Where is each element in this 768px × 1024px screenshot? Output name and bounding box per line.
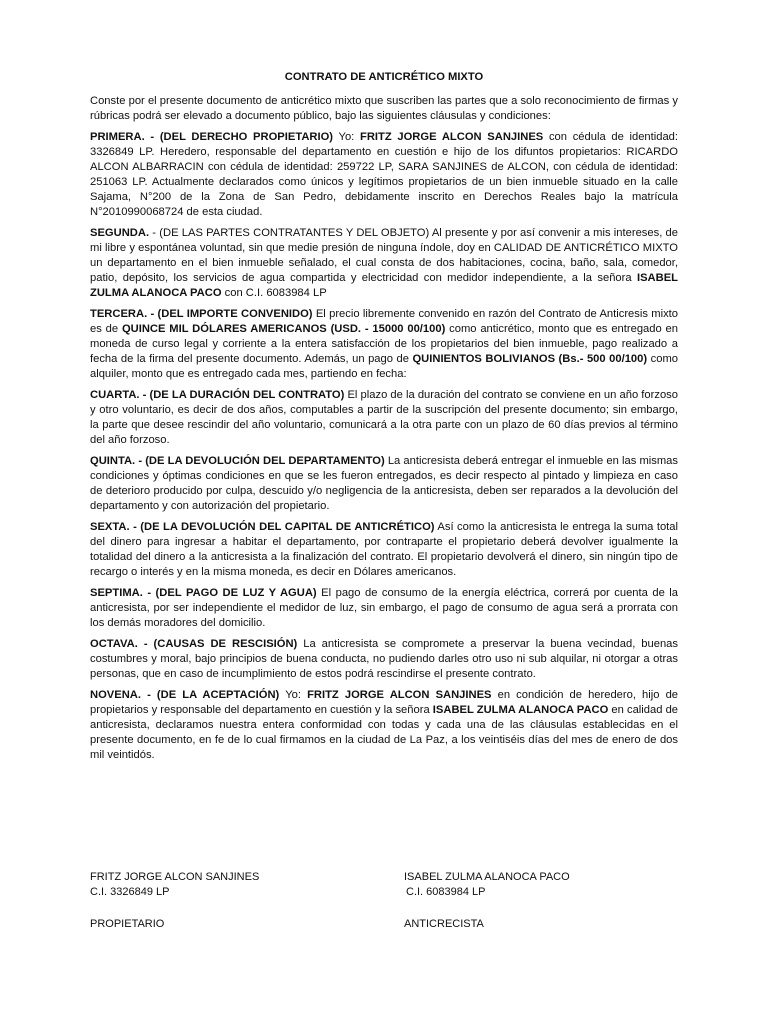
intro-paragraph: Conste por el presente documento de anticrético mixto que suscriben las partes que a solo reconocimiento de firmas y rúbricas podrá ser elevado a documento público, bajo las siguientes cláusulas y condiciones: xyxy=(90,95,678,122)
clause-emphasis: ISABEL ZULMA ALANOCA PACO xyxy=(90,272,678,299)
clause-heading: PRIMERA. - (DEL DERECHO PROPIETARIO) xyxy=(90,131,334,143)
owner-name: FRITZ JORGE ALCON SANJINES xyxy=(90,871,260,883)
clause-paragraph: NOVENA. - (DE LA ACEPTACIÓN) Yo: FRITZ JORGE ALCON SANJINES en condición de heredero, hijo de propietarios y responsable del departamento en cuestión y la señora ISABEL ZULMA ALANOCA PACO en calidad de anticresista, declaramos nuestra entera conformidad con todas y cada una de las cláusulas establecidas en el presente documento, en fe de lo cual firmamos en la ciudad de La Paz, a los veintiséis días del mes de enero de dos mil veintidós. xyxy=(90,689,679,761)
tenant-role: ANTICRECISTA xyxy=(404,918,484,930)
clause-heading: SEGUNDA. - (DE LAS PARTES CONTRATANTES Y DEL OBJETO) xyxy=(90,227,430,239)
clause-paragraph: SEXTA. - (DE LA DEVOLUCIÓN DEL CAPITAL DE ANTICRÉTICO) Así como la anticresista le entrega la suma total del dinero para ingresar a habitar el departamento, por contraparte el propietario deberá devolver igualmente la totalidad del dinero a la anticresista a la finalización del contrato. El propietario devolverá el dinero, sin ningún tipo de recargo o interés y en la misma moneda, es decir en Dólares americanos. xyxy=(90,521,679,578)
clause-paragraph: QUINTA. - (DE LA DEVOLUCIÓN DEL DEPARTAMENTO) La anticresista deberá entregar el inmueble en las mismas condiciones y óptimas condiciones en que se les fueron entregados, es decir respecto al pintado y limpieza en caso de deterioro producido por culpa, descuido y/o negligencia de la anticresista, deben ser reparados a la devolución del departamento y con autorización del propietario. xyxy=(90,455,678,512)
tenant-ci: C.I. 6083984 LP xyxy=(406,886,486,898)
clause-heading: OCTAVA. - (CAUSAS DE RESCISIÓN) xyxy=(90,638,298,650)
document-title: CONTRATO DE ANTICRÉTICO MIXTO xyxy=(284,71,484,83)
clause-emphasis: QUINCE MIL DÓLARES AMERICANOS (USD. - 15000 00/100) xyxy=(121,323,446,335)
clause-emphasis: FRITZ JORGE ALCON SANJINES xyxy=(360,131,544,143)
clause-heading: CUARTA. - (DE LA DURACIÓN DEL CONTRATO) xyxy=(90,389,345,401)
clause-paragraph: SEPTIMA. - (DEL PAGO DE LUZ Y AGUA) El pago de consumo de la energía eléctrica, correrá por cuenta de la anticresista, por ser independiente el medidor de luz, sin embargo, el pago de consumo de agua será a prorrata con los demás moradores del domicilio. xyxy=(90,587,678,629)
contract-document xyxy=(90,70,678,769)
clause-heading: SEXTA. - (DE LA DEVOLUCIÓN DEL CAPITAL DE ANTICRÉTICO) xyxy=(90,521,435,533)
clause-paragraph: SEGUNDA. - (DE LAS PARTES CONTRATANTES Y DEL OBJETO) Al presente y por así convenir a mis intereses, de mi libre y espontánea voluntad, sin que medie presión de ninguna índole, doy en CALIDAD DE ANTICRÉTICO MIXTO un departamento en el bien inmueble señalado, el cual consta de dos habitaciones, cocina, baño, sala, comedor, patio, depósito, los servicios de agua compartida y electricidad con medidor independiente, a la señora ISABEL ZULMA ALANOCA PACO con C.I. 6083984 LP xyxy=(90,227,678,299)
signature-tenant xyxy=(404,870,570,932)
signature-owner xyxy=(90,870,259,932)
clause-heading: TERCERA. - (DEL IMPORTE CONVENIDO) xyxy=(90,308,313,320)
owner-role: PROPIETARIO xyxy=(90,918,165,930)
clause-emphasis: QUINIENTOS BOLIVIANOS (Bs.- 500 00/100) xyxy=(412,353,648,365)
clause-paragraph: OCTAVA. - (CAUSAS DE RESCISIÓN) La anticresista se compromete a preservar la buena vecindad, buenas costumbres y moral, bajo principios de buena conducta, no pudiendo darles otro uso ni sub alquilar, ni otorgar a otras personas, que en caso de incumplimiento de estos podrá rescindirse el presente contrato. xyxy=(90,638,678,680)
clause-paragraph: PRIMERA. - (DEL DERECHO PROPIETARIO) Yo: FRITZ JORGE ALCON SANJINES con cédula de identidad: 3326849 LP. Heredero, responsable del departamento en cuestión e hijo de los difuntos propietarios: RICARDO ALCON ALBARRACIN con cédula de identidad: 259722 LP, SARA SANJINES de ALCON, con cédula de identidad: 251063 LP. Actualmente declarados como únicos y legítimos propietarios de un bien inmueble situado en la calle Sajama, N°200 de la Zona de San Pedro, debidamente inscrito en Derechos Reales bajo la matrícula N°2010990068724 de esta ciudad. xyxy=(90,131,679,218)
clause-heading: SEPTIMA. - (DEL PAGO DE LUZ Y AGUA) xyxy=(90,587,317,599)
clause-paragraph: TERCERA. - (DEL IMPORTE CONVENIDO) El precio libremente convenido en razón del Contrato de Anticresis mixto es de QUINCE MIL DÓLARES AMERICANOS (USD. - 15000 00/100) como anticrético, monto que es entregado en moneda de curso legal y corriente a la entera satisfacción de los propietarios del bien inmueble, pago realizado a fecha de la firma del presente documento. Además, un pago de QUINIENTOS BOLIVIANOS (Bs.- 500 00/100) como alquiler, monto que es entregado cada mes, partiendo en fecha: xyxy=(90,308,679,380)
clause-emphasis: ISABEL ZULMA ALANOCA PACO xyxy=(432,704,609,716)
clause-paragraph: CUARTA. - (DE LA DURACIÓN DEL CONTRATO) El plazo de la duración del contrato se conviene en un año forzoso y otro voluntario, es decir de dos años, computables a partir de la suscripción del presente documento; sin embargo, la parte que desee rescindir del año voluntario, comunicará a la otra parte con un plazo de 60 días previos al término del año forzoso. xyxy=(90,389,678,446)
clauses-list xyxy=(90,130,678,763)
tenant-name: ISABEL ZULMA ALANOCA PACO xyxy=(404,871,570,883)
clause-heading: NOVENA. - (DE LA ACEPTACIÓN) xyxy=(90,689,280,701)
clause-heading: QUINTA. - (DE LA DEVOLUCIÓN DEL DEPARTAMENTO) xyxy=(90,455,385,467)
clause-emphasis: FRITZ JORGE ALCON SANJINES xyxy=(307,689,492,701)
owner-ci: C.I. 3326849 LP xyxy=(90,886,170,898)
